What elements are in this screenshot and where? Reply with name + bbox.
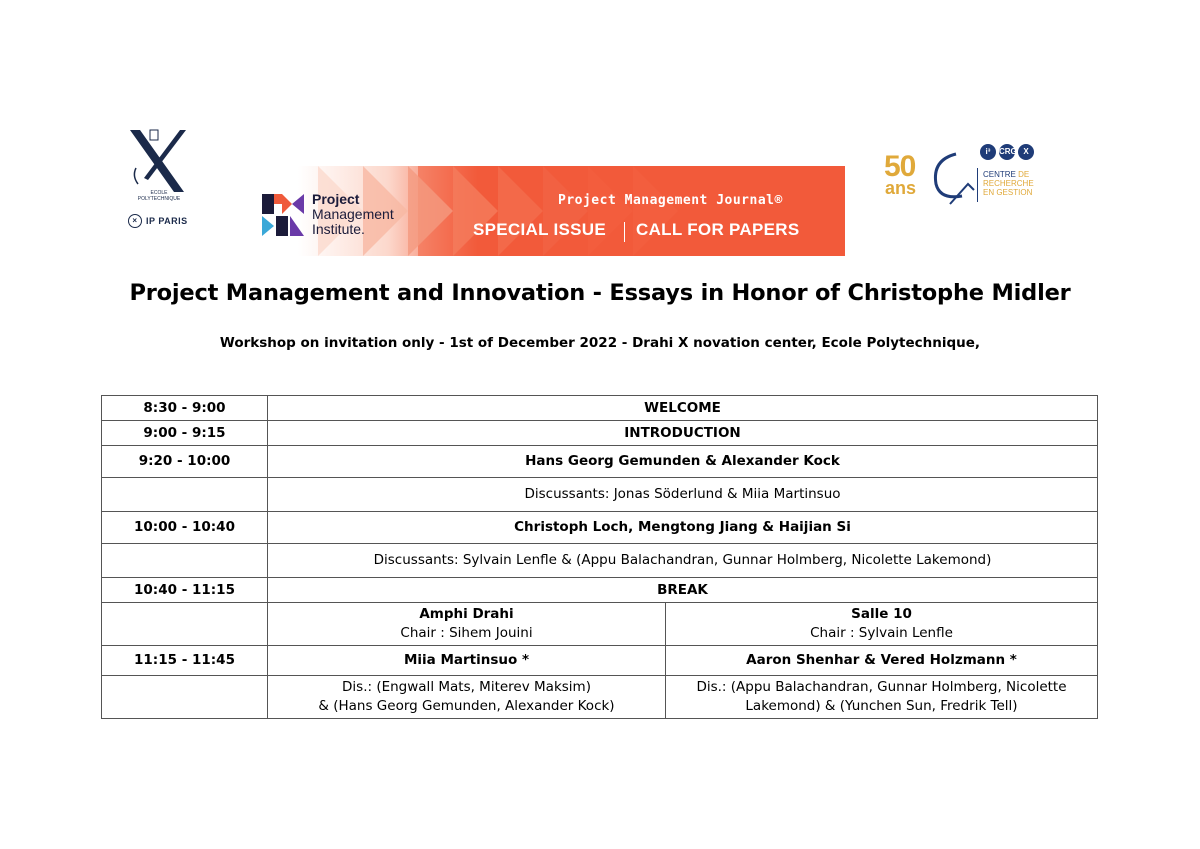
- time-cell: [102, 603, 268, 646]
- table-row: [102, 603, 1098, 646]
- table-row: [102, 544, 1098, 578]
- page-subtitle: Workshop on invitation only - 1st of December 2022 - Drahi X novation center, Ecole Polytechnique,: [219, 335, 981, 351]
- session-cell: Christoph Loch, Mengtong Jiang & Haijian Si: [268, 512, 1098, 544]
- table-row: [102, 646, 1098, 676]
- table-row: [102, 512, 1098, 544]
- ecole-label: ECOLE POLYTECHNIQUE: [137, 190, 181, 202]
- discussants-cell: Discussants: Jonas Söderlund & Miia Martinsuo: [268, 478, 1098, 512]
- discussants-cell: Dis.: (Appu Balachandran, Gunnar Holmberg, Nicolette Lakemond) & (Yunchen Sun, Fredrik Tell): [666, 676, 1098, 719]
- time-cell: 9:20 - 10:00: [102, 446, 268, 478]
- time-cell: 9:00 - 9:15: [102, 421, 268, 446]
- time-cell: 10:40 - 11:15: [102, 578, 268, 603]
- session-cell: WELCOME: [268, 396, 1098, 421]
- special-issue-label: SPECIAL ISSUE: [473, 220, 607, 239]
- x-mark-icon: [118, 128, 198, 198]
- i3-icon: i³: [980, 144, 996, 160]
- session-cell: INTRODUCTION: [268, 421, 1098, 446]
- time-cell: [102, 544, 268, 578]
- agenda-table: [101, 395, 1098, 719]
- crg-swoosh-icon: [928, 150, 978, 206]
- table-row: [102, 421, 1098, 446]
- crg-badge-icon: CRG: [999, 144, 1015, 160]
- ans-label: ans: [885, 178, 917, 198]
- ip-paris-label: × IP PARIS: [128, 214, 188, 228]
- crg-icons: [980, 144, 1034, 160]
- table-row: [102, 396, 1098, 421]
- polytechnique-logo: [118, 128, 198, 233]
- crg-logo: [884, 144, 1054, 208]
- fifty-label: 50: [884, 150, 916, 183]
- table-row: [102, 578, 1098, 603]
- table-row: [102, 478, 1098, 512]
- session-cell: BREAK: [268, 578, 1098, 603]
- pmi-logo-icon: [262, 194, 304, 236]
- session-cell: Miia Martinsuo *: [268, 646, 666, 676]
- session-cell: Aaron Shenhar & Vered Holzmann *: [666, 646, 1098, 676]
- crg-name: CENTRE DE RECHERCHE EN GESTION: [983, 170, 1034, 197]
- session-cell: Hans Georg Gemunden & Alexander Kock: [268, 446, 1098, 478]
- x-badge-icon: X: [1018, 144, 1034, 160]
- banner-divider: [624, 222, 625, 242]
- table-row: [102, 446, 1098, 478]
- page-title: Project Management and Innovation - Essays in Honor of Christophe Midler: [129, 280, 1071, 306]
- pmi-name: Project Management Institute.: [312, 191, 394, 237]
- discussants-cell: Discussants: Sylvain Lenfle & (Appu Balachandran, Gunnar Holmberg, Nicolette Lakemond): [268, 544, 1098, 578]
- time-cell: [102, 676, 268, 719]
- time-cell: 8:30 - 9:00: [102, 396, 268, 421]
- journal-name: Project Management Journal®: [558, 193, 783, 208]
- call-for-papers-label: CALL FOR PAPERS: [636, 220, 800, 239]
- ip-paris-icon: ×: [128, 214, 142, 228]
- discussants-cell: Dis.: (Engwall Mats, Miterev Maksim) & (Hans Georg Gemunden, Alexander Kock): [268, 676, 666, 719]
- time-cell: 10:00 - 10:40: [102, 512, 268, 544]
- time-cell: [102, 478, 268, 512]
- table-row: [102, 676, 1098, 719]
- pmj-banner: [258, 166, 845, 256]
- room-cell-amphi: Amphi Drahi Chair : Sihem Jouini: [268, 603, 666, 646]
- room-cell-salle: Salle 10 Chair : Sylvain Lenfle: [666, 603, 1098, 646]
- time-cell: 11:15 - 11:45: [102, 646, 268, 676]
